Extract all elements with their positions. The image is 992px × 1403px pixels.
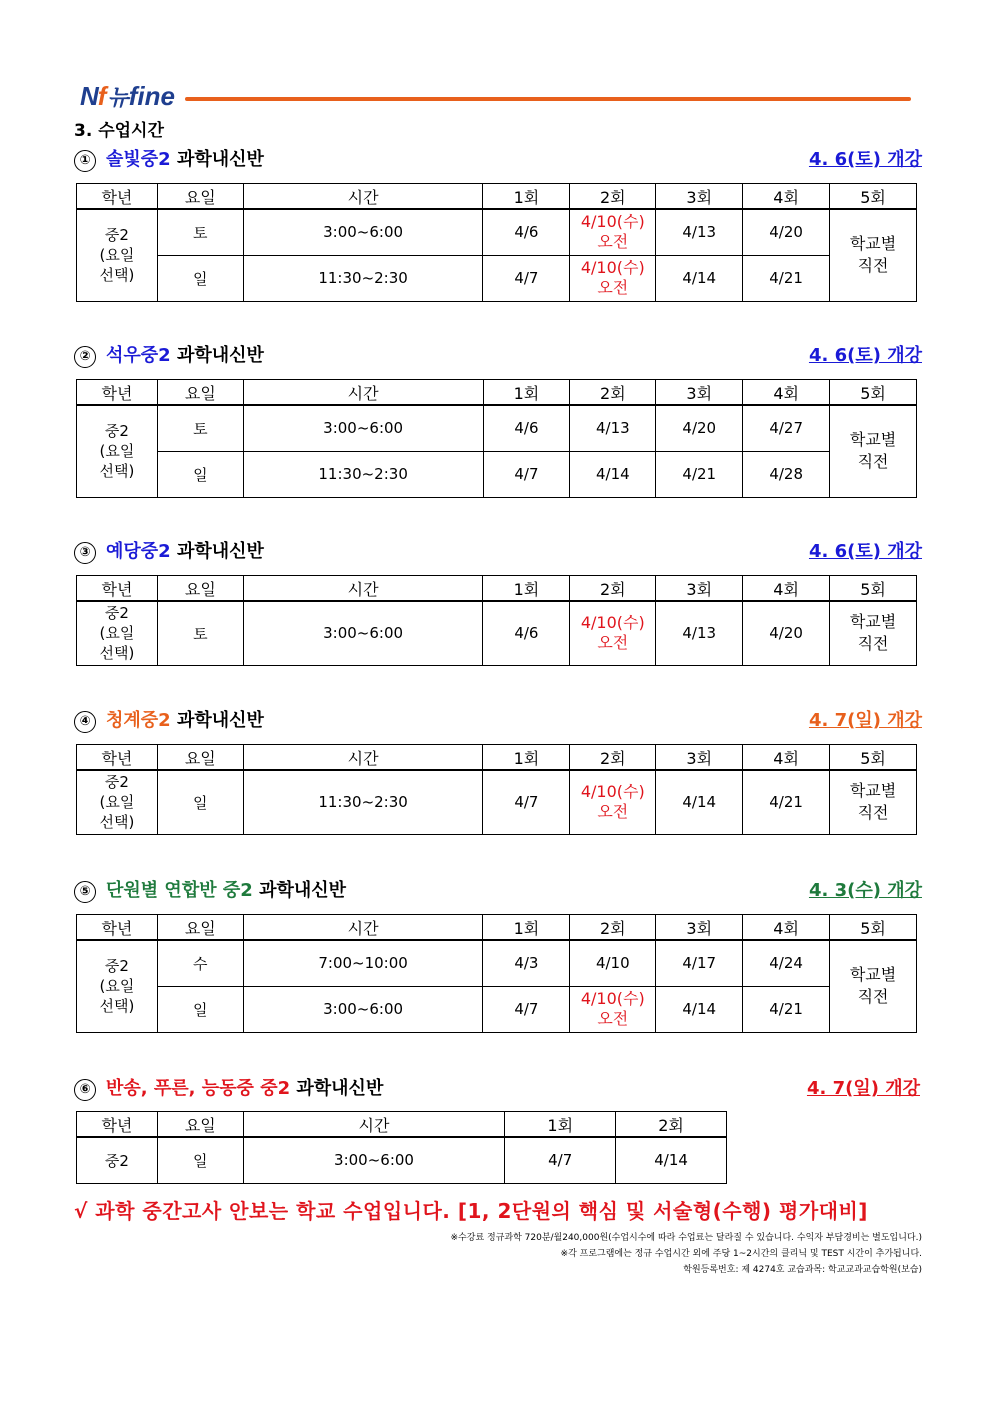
header-cell: 1회: [483, 915, 570, 941]
header-cell: 시간: [243, 1112, 505, 1138]
schedule-table-3: [76, 575, 917, 666]
section-5-heading: [74, 876, 922, 902]
session-cell: 4/17: [656, 940, 743, 986]
day-cell: 일: [157, 451, 243, 497]
open-date: 4. 3(수) 개강: [808, 880, 922, 901]
session-cell: 4/13: [656, 209, 743, 255]
header-cell: 3회: [656, 915, 743, 941]
schedule-table-5: [76, 914, 917, 1033]
table-header: [77, 184, 917, 210]
schedule-table-2: [76, 379, 917, 498]
session-cell: 4/6: [483, 405, 570, 451]
table-header: [77, 915, 917, 941]
session-cell: 4/3: [483, 940, 570, 986]
header-divider: [185, 97, 911, 101]
section-3-heading: [74, 537, 922, 563]
header-cell: 5회: [830, 745, 917, 771]
fifth-session-cell: 학교별 직전: [830, 770, 917, 834]
session-cell: 4/7: [483, 255, 570, 301]
table-header: [77, 1112, 727, 1138]
header-cell: 시간: [243, 745, 483, 771]
time-cell: 3:00~6:00: [243, 601, 483, 665]
section-title: 3. 수업시간: [74, 121, 164, 141]
header-cell: 요일: [157, 184, 243, 210]
session-cell: 4/20: [743, 209, 830, 255]
logo-nf: Nf: [80, 81, 106, 111]
time-cell: 11:30~2:30: [243, 451, 483, 497]
header-cell: 2회: [570, 184, 656, 210]
header-cell: 4회: [743, 576, 830, 602]
section-2-heading: [74, 341, 922, 367]
section-number: ①: [74, 150, 96, 172]
grade-cell: 중2 (요일 선택): [77, 405, 158, 497]
class-name: 과학내신반: [296, 1078, 384, 1099]
logo-korean: 뉴: [107, 86, 129, 111]
open-date: 4. 7(일) 개강: [808, 710, 922, 731]
school-name: 석우중2: [106, 345, 171, 366]
table-row: [77, 451, 917, 497]
section-number: ⑥: [74, 1079, 96, 1101]
session-cell: 4/20: [656, 405, 743, 451]
header-cell: 요일: [157, 915, 243, 941]
session-cell: 4/14: [656, 255, 743, 301]
day-cell: 수: [157, 940, 243, 986]
table-header: [77, 380, 917, 406]
header-cell: 5회: [830, 184, 917, 210]
time-cell: 3:00~6:00: [243, 986, 483, 1032]
header-cell: 1회: [483, 184, 570, 210]
session-cell-highlight: 4/10(수) 오전: [570, 209, 656, 255]
session-cell: 4/21: [743, 255, 830, 301]
header-cell: 2회: [570, 576, 656, 602]
header-cell: 4회: [743, 745, 830, 771]
table-row: [77, 940, 917, 986]
time-cell: 7:00~10:00: [243, 940, 483, 986]
section-1-heading: [74, 145, 922, 171]
header-cell: 요일: [157, 1112, 243, 1138]
day-cell: 일: [157, 986, 243, 1032]
fifth-session-cell: 학교별 직전: [830, 405, 917, 497]
grade-cell: 중2 (요일 선택): [77, 209, 158, 301]
day-cell: 토: [157, 601, 243, 665]
session-cell: 4/6: [483, 209, 570, 255]
table-row: [77, 1137, 727, 1183]
header-cell: 5회: [830, 576, 917, 602]
day-cell: 일: [157, 770, 243, 834]
header-cell: 시간: [243, 576, 483, 602]
open-date: 4. 6(토) 개강: [808, 345, 922, 366]
class-name: 과학내신반: [176, 541, 264, 562]
header-cell: 요일: [157, 576, 243, 602]
session-cell: 4/20: [743, 601, 830, 665]
header-cell: 요일: [157, 380, 243, 406]
time-cell: 3:00~6:00: [243, 405, 483, 451]
school-name: 솔빛중2: [106, 149, 171, 170]
open-date: 4. 6(토) 개강: [808, 149, 922, 170]
header-cell: 시간: [243, 380, 483, 406]
table-row: [77, 770, 917, 834]
session-cell: 4/7: [483, 986, 570, 1032]
fifth-session-cell: 학교별 직전: [830, 940, 917, 1032]
time-cell: 3:00~6:00: [243, 209, 483, 255]
header-cell: 학년: [77, 576, 158, 602]
table-row: [77, 209, 917, 255]
table-row: [77, 255, 917, 301]
session-cell: 4/21: [743, 770, 830, 834]
table-row: [77, 986, 917, 1032]
class-name: 과학내신반: [176, 710, 264, 731]
header-cell: 시간: [243, 184, 483, 210]
grade-cell: 중2: [77, 1137, 158, 1183]
header-cell: 4회: [743, 380, 830, 406]
fifth-session-cell: 학교별 직전: [830, 601, 917, 665]
table-row: [77, 601, 917, 665]
day-cell: 토: [157, 209, 243, 255]
header-cell: 학년: [77, 745, 158, 771]
table-row: [77, 405, 917, 451]
fifth-session-cell: 학교별 직전: [830, 209, 917, 301]
grade-cell: 중2 (요일 선택): [77, 601, 158, 665]
session-cell: 4/24: [743, 940, 830, 986]
session-cell: 4/14: [656, 986, 743, 1032]
header-cell: 학년: [77, 1112, 158, 1138]
session-cell: 4/7: [483, 451, 570, 497]
class-name: 과학내신반: [176, 149, 264, 170]
session-cell-highlight: 4/10(수) 오전: [570, 986, 656, 1032]
grade-cell: 중2 (요일 선택): [77, 940, 158, 1032]
schedule-table-6: [76, 1111, 727, 1184]
school-name: 반송, 푸른, 능동중 중2: [106, 1078, 291, 1099]
fine-print-clinic: ※각 프로그램에는 정규 수업시간 외에 주당 1~2시간의 클리닉 및 TEST 시간이 추가됩니다.: [560, 1249, 922, 1259]
header-cell: 시간: [243, 915, 483, 941]
header-cell: 1회: [483, 380, 570, 406]
grade-cell: 중2 (요일 선택): [77, 770, 158, 834]
section-number: ②: [74, 346, 96, 368]
fine-print-registration: 학원등록번호: 제 4274호 교습과목: 학교교과교습학원(보습): [683, 1265, 922, 1275]
day-cell: 일: [157, 1137, 243, 1183]
school-name: 청계중2: [106, 710, 171, 731]
session-cell: 4/14: [656, 770, 743, 834]
section-4-heading: [74, 706, 922, 732]
section-number: ③: [74, 542, 96, 564]
header-cell: 학년: [77, 915, 158, 941]
time-cell: 3:00~6:00: [243, 1137, 505, 1183]
session-cell: 4/27: [743, 405, 830, 451]
header-cell: 2회: [570, 915, 656, 941]
notice-text: √ 과학 중간고사 안보는 학교 수업입니다. [1, 2단원의 핵심 및 서술형(수행) 평가대비]: [74, 1199, 868, 1223]
schedule-table-4: [76, 744, 917, 835]
logo-fine: fine: [128, 81, 175, 111]
table-header: [77, 576, 917, 602]
session-cell: 4/13: [570, 405, 656, 451]
header-cell: 3회: [656, 380, 743, 406]
time-cell: 11:30~2:30: [243, 770, 483, 834]
session-cell: 4/7: [505, 1137, 616, 1183]
session-cell-highlight: 4/10(수) 오전: [570, 255, 656, 301]
header-cell: 학년: [77, 380, 158, 406]
session-cell-highlight: 4/10(수) 오전: [570, 601, 656, 665]
session-cell: 4/28: [743, 451, 830, 497]
session-cell: 4/13: [656, 601, 743, 665]
header-cell: 학년: [77, 184, 158, 210]
day-cell: 토: [157, 405, 243, 451]
table-header: [77, 745, 917, 771]
header-cell: 2회: [570, 745, 656, 771]
header-cell: 5회: [830, 380, 917, 406]
section-number: ⑤: [74, 881, 96, 903]
session-cell-highlight: 4/10(수) 오전: [570, 770, 656, 834]
header-cell: 2회: [616, 1112, 727, 1138]
school-name: 예당중2: [106, 541, 171, 562]
logo: [80, 78, 175, 112]
header-cell: 1회: [483, 745, 570, 771]
session-cell: 4/7: [483, 770, 570, 834]
class-name: 과학내신반: [176, 345, 264, 366]
session-cell: 4/6: [483, 601, 570, 665]
header-cell: 1회: [505, 1112, 616, 1138]
header-cell: 3회: [656, 745, 743, 771]
open-date: 4. 6(토) 개강: [808, 541, 922, 562]
session-cell: 4/10: [570, 940, 656, 986]
header-cell: 1회: [483, 576, 570, 602]
day-cell: 일: [157, 255, 243, 301]
class-name: 과학내신반: [259, 880, 347, 901]
header-cell: 3회: [656, 184, 743, 210]
fine-print-tuition: ※수강료 정규과학 720분/월240,000원(수업시수에 따라 수업료는 달라질 수 있습니다. 수익자 부담경비는 별도입니다.): [450, 1233, 922, 1243]
header-cell: 3회: [656, 576, 743, 602]
header-cell: 5회: [830, 915, 917, 941]
session-cell: 4/21: [656, 451, 743, 497]
school-name: 단원별 연합반 중2: [106, 880, 253, 901]
header-cell: 2회: [570, 380, 656, 406]
header-cell: 4회: [743, 915, 830, 941]
session-cell: 4/21: [743, 986, 830, 1032]
header-cell: 요일: [157, 745, 243, 771]
session-cell: 4/14: [616, 1137, 727, 1183]
open-date: 4. 7(일) 개강: [806, 1078, 920, 1099]
session-cell: 4/14: [570, 451, 656, 497]
schedule-table-1: [76, 183, 917, 302]
time-cell: 11:30~2:30: [243, 255, 483, 301]
section-number: ④: [74, 711, 96, 733]
header-cell: 4회: [743, 184, 830, 210]
section-6-heading: [74, 1074, 920, 1100]
